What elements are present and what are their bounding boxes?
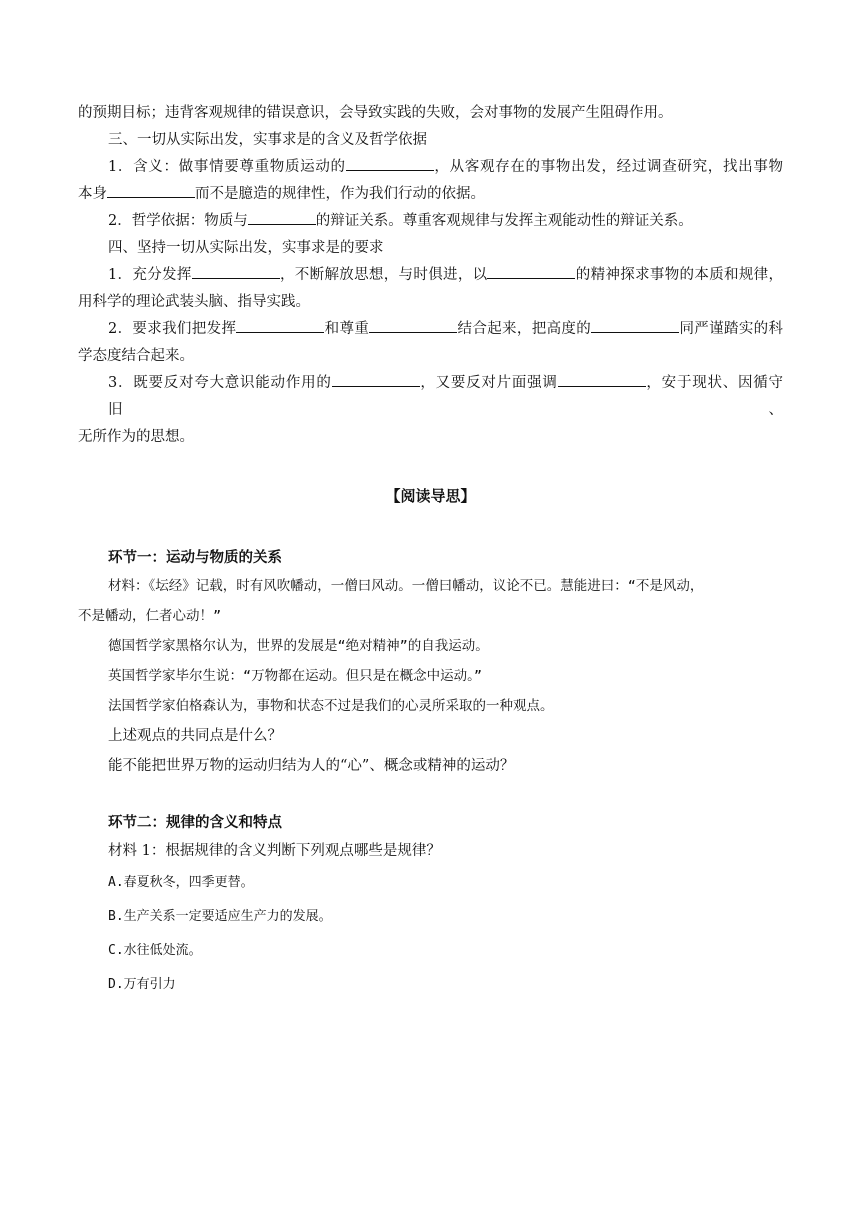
option-c: C.水往低处流。 xyxy=(108,943,202,958)
section3-item1-line1: 1．含义：做事情要尊重物质运动的 ，从客观存在的事物出发，经过调查研究，找出事物 xyxy=(78,154,783,181)
section4-item2-line1: 2．要求我们把发挥 和尊重 结合起来，把高度的 同严谨踏实的科 xyxy=(78,316,783,343)
option-b: B.生产关系一定要适应生产力的发展。 xyxy=(108,909,332,924)
intro-line: 的预期目标；违背客观规律的错误意识，会导致实践的失败，会对事物的发展产生阻碍作用。 xyxy=(78,105,673,121)
fill-blank[interactable] xyxy=(346,156,434,171)
reading-title: 【阅读导思】 xyxy=(385,487,476,505)
part1-material-bergson: 法国哲学家伯格森认为，事物和状态不过是我们的心灵所采取的一种观点。 xyxy=(108,698,554,714)
section3-item1-line2: 本身 而不是臆造的规律性，作为我们行动的依据。 xyxy=(78,181,783,208)
section4-item2-line2: 学态度结合起来。 xyxy=(78,348,194,364)
fill-blank[interactable] xyxy=(558,372,646,387)
fill-blank[interactable] xyxy=(236,318,324,333)
section4-item1-line1: 1．充分发挥 ，不断解放思想，与时俱进，以 的精神探求事物的本质和规律， xyxy=(78,262,783,289)
part1-question1: 上述观点的共同点是什么？ xyxy=(108,728,282,744)
fill-blank[interactable] xyxy=(332,372,420,387)
section3-heading: 三、一切从实际出发，实事求是的含义及哲学依据 xyxy=(108,132,427,148)
part2-material1: 材料 1：根据规律的含义判断下列观点哪些是规律？ xyxy=(108,843,441,859)
fill-blank[interactable] xyxy=(107,183,195,198)
section4-item1-line2: 用科学的理论武装头脑、指导实践。 xyxy=(78,294,310,310)
document-page xyxy=(78,100,783,1002)
fill-blank[interactable] xyxy=(192,264,280,279)
fill-blank[interactable] xyxy=(248,210,316,225)
part1-heading: 环节一：运动与物质的关系 xyxy=(108,549,282,566)
part1-question2: 能不能把世界万物的运动归结为人的“心”、概念或精神的运动？ xyxy=(108,758,515,774)
part1-material-line1: 材料：《坛经》记载，时有风吹幡动，一僧曰风动。一僧曰幡动，议论不已。慧能进曰：“不是风动， xyxy=(108,578,704,594)
section3-item2: 2．哲学依据：物质与 的辩证关系。尊重客观规律与发挥主观能动性的辩证关系。 xyxy=(78,208,783,235)
option-d: D.万有引力 xyxy=(108,977,176,992)
part1-material-pearson: 英国哲学家毕尔生说：“万物都在运动。但只是在概念中运动。” xyxy=(108,668,483,684)
section4-item3-line2: 无所作为的思想。 xyxy=(78,429,194,445)
section4-item3-line1: 3．既要反对夸大意识能动作用的 ，又要反对片面强调 ，安于现状、因循守旧、 xyxy=(78,370,783,424)
option-a: A.春夏秋冬，四季更替。 xyxy=(108,875,254,890)
fill-blank[interactable] xyxy=(591,318,679,333)
part2-heading: 环节二：规律的含义和特点 xyxy=(108,814,282,831)
section4-heading: 四、坚持一切从实际出发，实事求是的要求 xyxy=(108,240,384,256)
part1-material-hegel: 德国哲学家黑格尔认为，世界的发展是“绝对精神”的自我运动。 xyxy=(108,638,489,654)
fill-blank[interactable] xyxy=(487,264,575,279)
fill-blank[interactable] xyxy=(369,318,457,333)
part1-material-line2: 不是幡动，仁者心动！” xyxy=(78,608,222,624)
